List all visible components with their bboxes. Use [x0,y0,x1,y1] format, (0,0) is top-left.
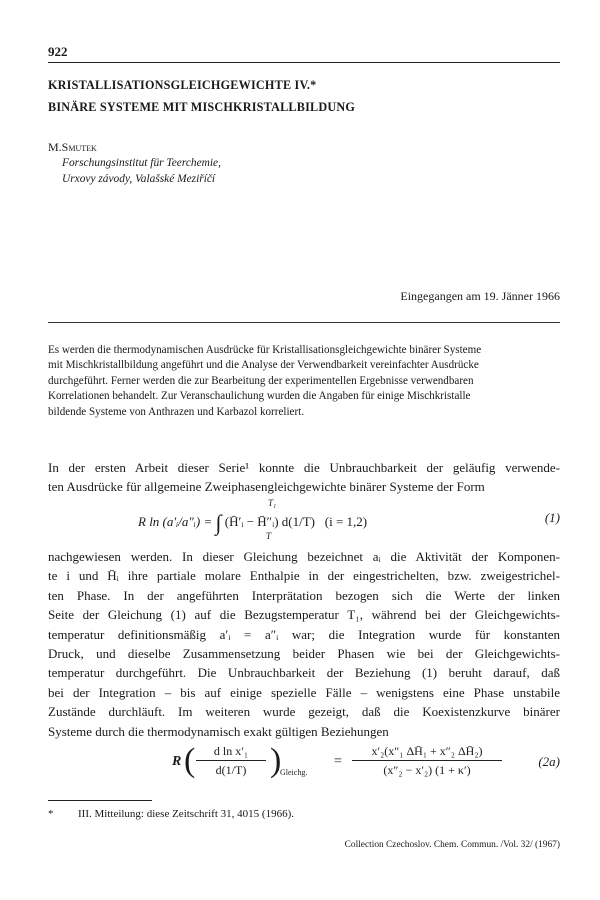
equals-sign: = [334,754,342,769]
right-paren: ) [270,742,282,779]
text-line: Zustände durchläuft. Im weiteren wurde gezeigt, daß die Koexistenzkurve binärer [48,704,560,720]
equation-2 [172,744,560,784]
left-paren: ( [184,742,196,779]
text-line: Druck, und dieselbe Zusammensetzung beider Phasen wie bei der Gleichgewichts- [48,645,560,661]
text-line: temperatur definitionsmäßig a′ᵢ = a″ᵢ war; die Integration wurde für konstanten [48,626,560,642]
abstract-line: Es werden die thermodynamischen Ausdrücke für Kristallisationsgleichgewichte binärer Systeme [48,344,482,356]
equation-2-subscript: Gleichg. [280,768,308,777]
text-line: Seite der Gleichung (1) auf die Bezugstemperatur T₁, während bei der Gleichgewichts- [48,607,560,623]
text-line: bei der Integration – bis auf einige spezielle Fälle – wenigstens eine Phase unstabile [48,684,560,700]
text-line: ten Ausdrücke für allgemeine Zweiphasengleichgewichte binärer Systeme der Form [48,479,485,495]
equation-2-lhs: R [172,754,182,769]
abstract-line: bildende Systeme von Anthrazen und Karbazol korreliert. [48,405,305,418]
abstract-rule [48,322,560,323]
fraction-rhs-numerator: x′₂(x″₁ ΔH̄₁ + x″₂ ΔH̄₂) [352,744,502,761]
equation-1-index: (i = 1,2) [324,514,368,529]
footnote-rule [48,800,152,801]
footnote-mark: * [48,808,54,820]
integral-upper-limit: T₁ [268,498,277,508]
fraction-lhs [196,744,266,778]
affiliation-line2: Urxovy závody, Valašské Meziříčí [62,173,216,185]
fraction-lhs-denominator: d(1/T) [215,763,247,777]
equation-1-expression [138,510,367,536]
equation-1-number: (1) [544,510,560,525]
paragraph-1 [48,458,560,497]
abstract-line: Korrelationen behandelt. Zur Veranschaulichung wurden die Angaben für einige Mischkristalle [48,390,471,403]
page-number: 922 [48,44,68,59]
text-line: Systeme durch die thermodynamisch exakt gültigen Beziehungen [48,723,389,739]
article-title-line2: BINÄRE SYSTEME MIT MISCHKRISTALLBILDUNG [48,100,356,114]
abstract-line: durchgeführt. Ferner werden die zur Bearbeitung der experimentellen Ergebnisse verwendbaren [48,374,474,387]
integral-sign: ∫ [215,510,222,535]
journal-citation: Collection Czechoslov. Chem. Commun. /Vol. 32/ (1967) [344,840,560,850]
footnote [48,808,294,820]
integral-lower-limit: T [266,531,272,541]
article-title-line1: KRISTALLISATIONSGLEICHGEWICHTE IV.* [48,78,317,92]
fraction-rhs [352,744,502,778]
text-line: In der ersten Arbeit dieser Serie¹ konnte die Unbrauchbarkeit der geläufig verwende- [48,460,560,475]
abstract [48,343,560,420]
equation-2-number: (2a) [538,754,560,769]
paragraph-2 [48,547,560,741]
fraction-rhs-denominator: (x″₂ − x′₂) (1 + κ′) [383,763,471,777]
author-name-text: M.Smutek [48,140,97,154]
equation-1-integrand: (H̄′ᵢ − H̄″ᵢ) d(1/T) [221,514,315,529]
equation-1-lhs: R ln (a′ᵢ/a″ᵢ) = [138,514,216,529]
abstract-line: mit Mischkristallbildung angeführt und die Analyse der Verwendbarkeit vereinfachter Ausdrücke [48,359,479,372]
page [48,0,562,900]
text-line: nachgewiesen werden. In dieser Gleichung bezeichnet aᵢ die Aktivität der Komponen- [48,549,560,564]
footnote-text: III. Mitteilung: diese Zeitschrift 31, 4015 (1966). [78,808,294,820]
author-name [48,140,97,155]
header-rule [48,62,560,63]
equation-1 [138,498,560,544]
received-date: Eingegangen am 19. Jänner 1966 [400,289,560,303]
text-line: te i und H̄ᵢ ihre partiale molare Enthalpie in der eingestrichelten, bzw. zweigestrichel- [48,568,560,584]
text-line: temperatur durchgeführt. Die Unbrauchbarkeit der Beziehung (1) beruht darauf, daß [48,665,560,681]
fraction-lhs-numerator: d ln x′₁ [196,744,266,761]
affiliation-line1: Forschungsinstitut für Teerchemie, [62,157,221,169]
text-line: ten Phase. In der angeführten Interprätation bezogen sich die Werte der linken [48,587,560,603]
